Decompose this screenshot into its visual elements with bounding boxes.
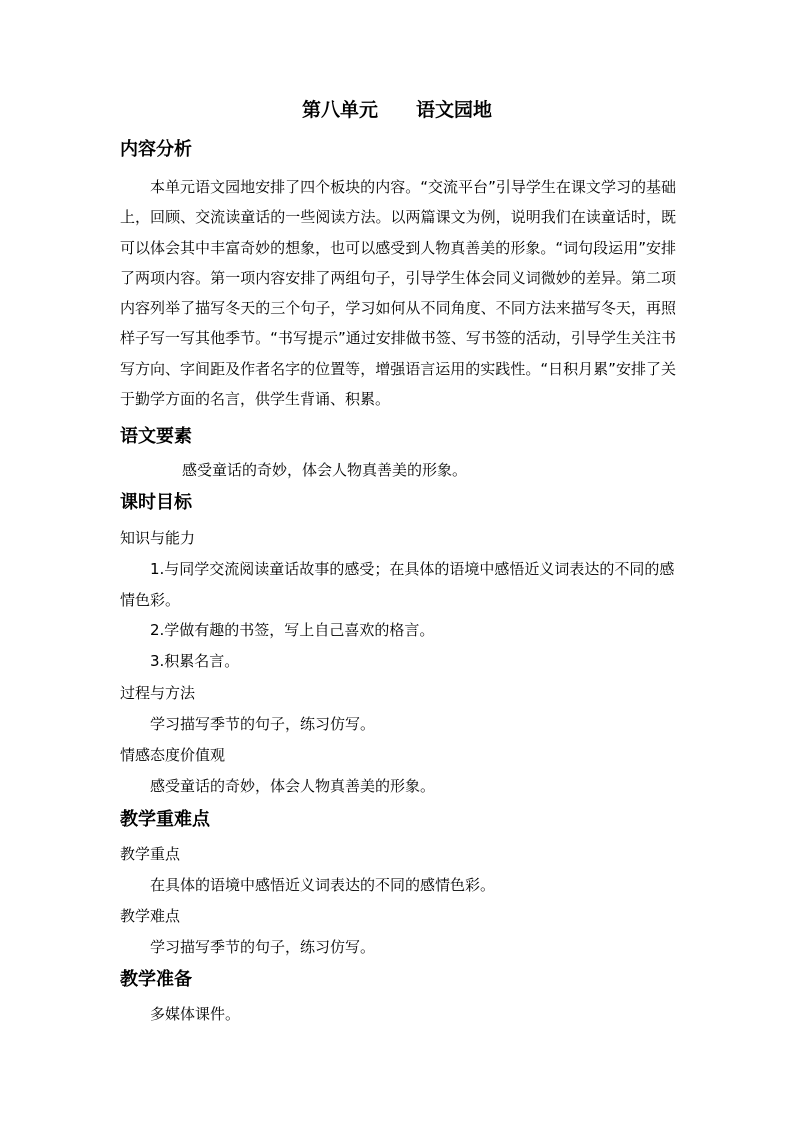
objective-item-1: 1.与同学交流阅读童话故事的感受；在具体的语境中感悟近义词表达的不同的感情色彩。 [120,560,675,609]
heading-teaching-preparation: 教学准备 [120,969,192,990]
content-analysis-paragraph: 本单元语文园地安排了四个板块的内容。“交流平台”引导学生在课文学习的基础上，回顾、交流读童话的一些阅读方法。以两篇课文为例，说明我们在读童话时，既可以体会其中丰富奇妙的想象，也可以感受到人物真善美的形象。“词句段运用”安排了两项内容。第一项内容安排了两组句子，引导学生体会同义词微妙的差异。第二项内容列举了描写冬天的三个句子，学习如何从不同角度、不同方法来描写冬天，再照样子写一写其他季节。“书写提示”通过安排做书签、写书签的活动，引导学生关注书写方向、字间距及作者名字的位置等，增强语言运用的实践性。“日积月累”安排了关于勤学方面的名言，供学生背诵、积累。 [120,178,676,409]
teaching-focus-text: 在具体的语境中感悟近义词表达的不同的感情色彩。 [150,876,496,894]
subheading-teaching-focus: 教学重点 [120,845,181,863]
subheading-emotion-values: 情感态度价值观 [120,746,226,764]
objective-item-3: 3.积累名言。 [150,652,240,670]
heading-lesson-objectives: 课时目标 [120,492,192,513]
language-elements-text: 感受童话的奇妙，体会人物真善美的形象。 [182,461,468,479]
teaching-preparation-text: 多媒体课件。 [150,1005,241,1023]
heading-content-analysis: 内容分析 [120,139,192,160]
subheading-teaching-difficulty: 教学难点 [120,907,181,925]
document-title: 第八单元 语文园地 [301,99,492,121]
subheading-process-method: 过程与方法 [120,684,196,702]
subheading-knowledge-ability: 知识与能力 [120,529,196,547]
heading-key-difficult-points: 教学重难点 [120,809,210,830]
process-method-text: 学习描写季节的句子，练习仿写。 [150,715,376,733]
objective-item-2: 2.学做有趣的书签，写上自己喜欢的格言。 [150,621,435,639]
teaching-difficulty-text: 学习描写季节的句子，练习仿写。 [150,938,376,956]
heading-language-elements: 语文要素 [120,426,192,447]
emotion-values-text: 感受童话的奇妙，体会人物真善美的形象。 [150,777,436,795]
